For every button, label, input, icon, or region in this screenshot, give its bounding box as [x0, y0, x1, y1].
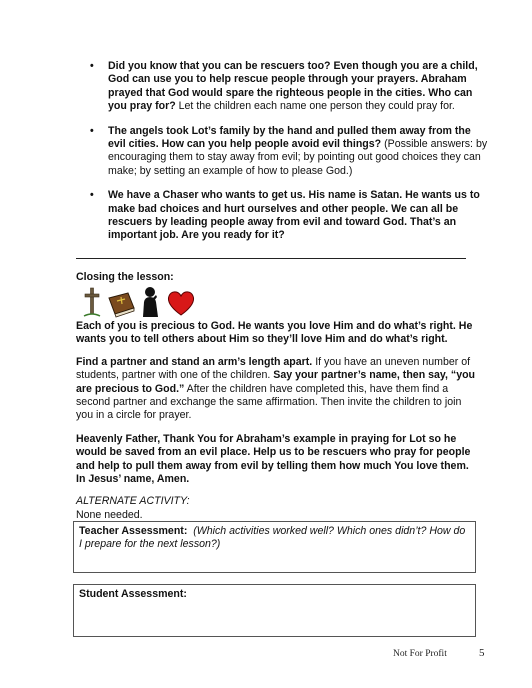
closing-paragraph: [76, 320, 481, 347]
praying-child-icon: [137, 286, 163, 318]
closing-body: [76, 320, 481, 522]
partner-bold-2: Say your partner’s name, then say, “you are precious to God.”: [76, 369, 476, 395]
cross-icon: [82, 286, 102, 318]
footer-text: Not For Profit: [393, 649, 447, 659]
page-number: 5: [479, 647, 485, 659]
alternate-label: ALTERNATE ACTIVITY:: [76, 495, 190, 508]
heart-icon: [166, 289, 196, 317]
bullet-normal-text: Let the children each name one person they could pray for.: [175, 100, 455, 113]
partner-text-1: If you have an uneven number of students, partner with one of the children.: [76, 355, 471, 382]
closing-heading-wrap: [76, 271, 476, 284]
closing-icons-row: [77, 286, 207, 318]
bullet-item: [90, 125, 490, 179]
partner-activity-paragraph: [76, 356, 481, 423]
closing-message: Each of you is precious to God. He wants you love Him and do what’s right. He wants you to tell others about Him so they’ll love Him and do what’s right.: [76, 320, 473, 346]
teacher-assessment-label: Teacher Assessment:: [79, 525, 188, 537]
partner-text-2: After the children have completed this, have them find a second partner and exchange the same affirmation. Then invite the children to join you in a circle for prayer.: [76, 382, 462, 422]
student-assessment-text: [79, 588, 471, 601]
alternate-activity: [76, 495, 481, 522]
prayer-text: Heavenly Father, Thank You for Abraham’s example in praying for Lot so he would be saved from an evil place. Help us to be rescuers who pray for people and help to pull them away from evil by telling them how much You love them. In Jesus’ name, Amen.: [76, 432, 471, 486]
partner-bold-1: Find a partner and stand an arm’s length apart.: [76, 355, 313, 368]
prayer-paragraph: [76, 433, 481, 487]
alternate-text: None needed.: [76, 508, 143, 521]
discussion-bullet-list: [90, 60, 490, 254]
student-assessment-label: Student Assessment:: [79, 588, 187, 600]
student-assessment-box[interactable]: [73, 584, 476, 637]
teacher-assessment-box[interactable]: [73, 521, 476, 573]
bullet-bold-text: The angels took Lot’s family by the hand and pulled them away from the evil cities. How can you help people avoid evil things?: [108, 124, 471, 151]
section-divider: [76, 258, 466, 259]
bullet-bold-text: Did you know that you can be rescuers too? Even though you are a child, God can use you to help rescue people through your prayers. Abraham prayed that God would spare the righteous people in the cities. Who can you pray for?: [108, 60, 478, 113]
closing-heading: Closing the lesson:: [76, 271, 174, 283]
bullet-item: [90, 60, 490, 114]
teacher-assessment-prompt: (Which activities worked well? Which ones didn’t? How do I prepare for the next lesson?): [79, 525, 466, 551]
bullet-item: [90, 189, 490, 243]
teacher-assessment-text: [79, 525, 471, 552]
bullet-normal-text: (Possible answers: by encouraging them to stay away from evil; by pointing out good choices they can make; by setting an example of how to please God.): [108, 138, 488, 177]
bible-icon: [106, 290, 136, 318]
bullet-bold-text: We have a Chaser who wants to get us. His name is Satan. He wants us to make bad choices and hurt ourselves and other people. We can all be rescuers by leading people away from evil and toward God. That’s an important job. Are you ready for it?: [108, 189, 480, 242]
